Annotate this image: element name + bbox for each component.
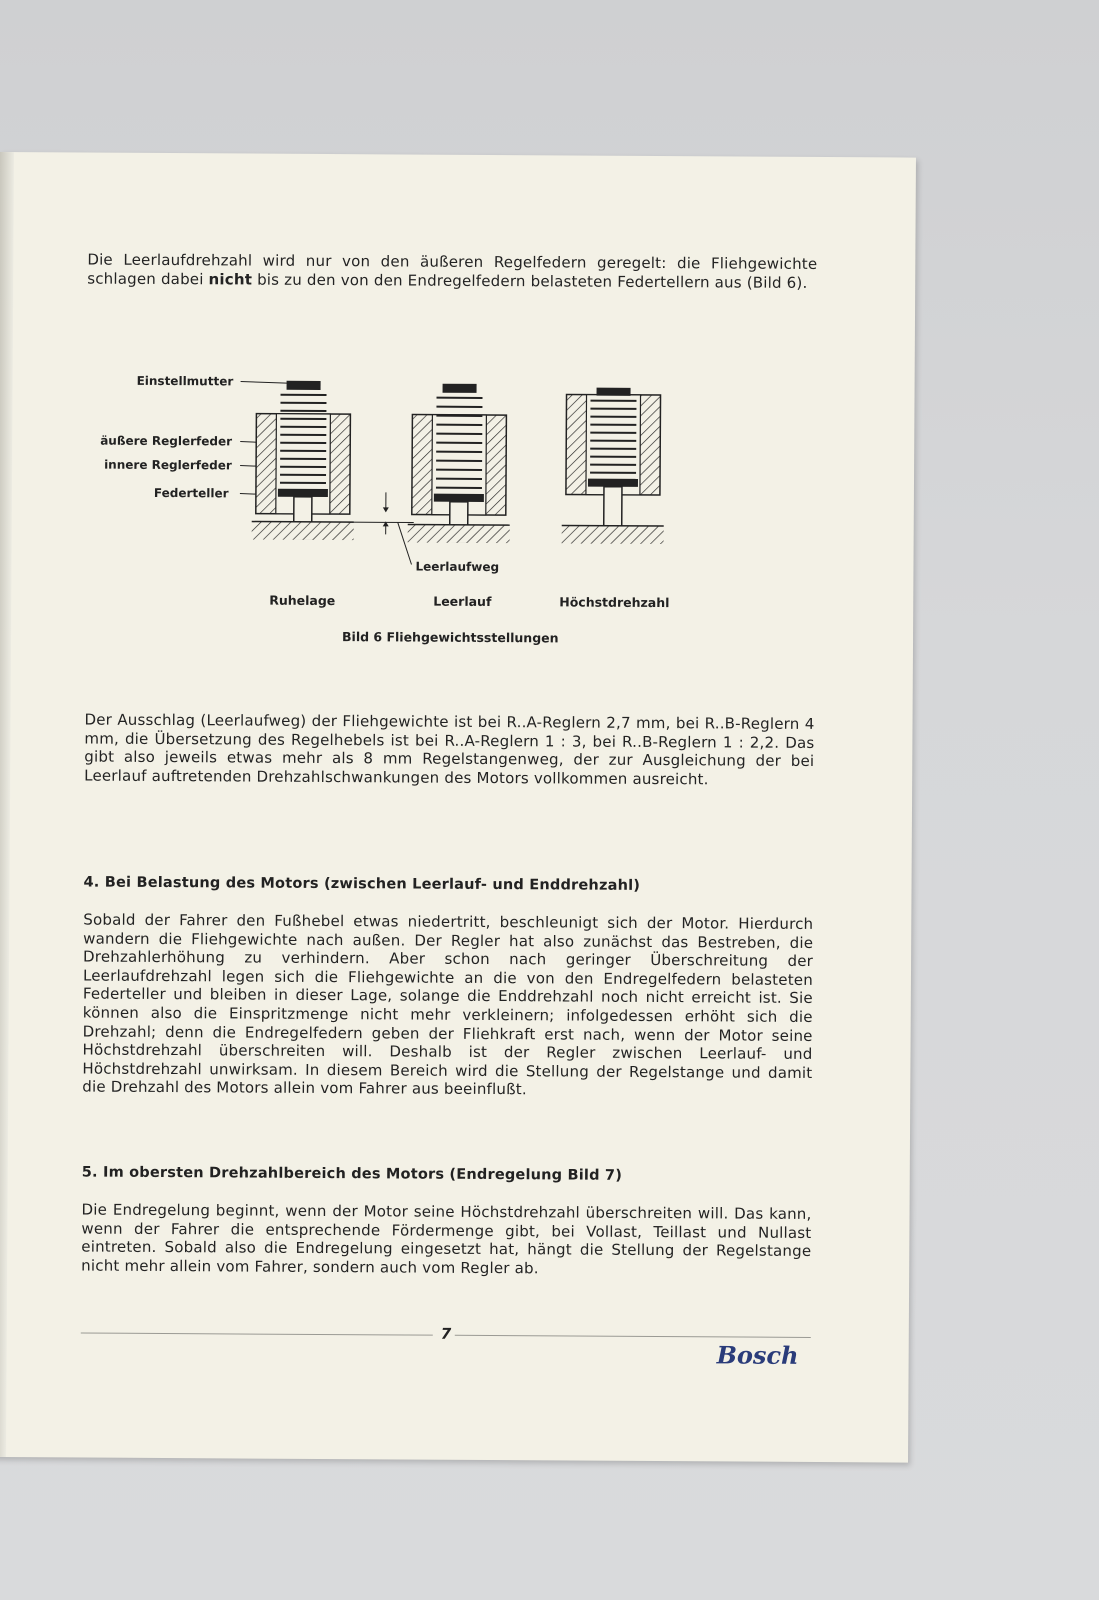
heading-section-4: 4. Bei Belastung des Motors (zwischen Leerlauf- und Enddrehzahl) xyxy=(83,874,641,894)
label-ruhelage: Ruhelage xyxy=(269,592,336,609)
governor-unit-leerlauf xyxy=(408,384,511,544)
label-aeussere-reglerfeder: äußere Reglerfeder xyxy=(100,433,233,449)
footer-rule-right xyxy=(455,1335,811,1338)
intro-paragraph xyxy=(87,251,817,293)
paragraph-endregelung: Die Endregelung beginnt, wenn der Motor seine Höchstdrehzahl überschreiten will. Das kann, wenn der Fahrer die entsprechende Fördermenge gibt, bei Vollast, Teillast und Nullast eintreten. Sobald also die Endregelung eingesetzt hat, hängt die Stellung der Regelstange nicht mehr allein vom Fahrer, sondern auch vom Regler ab. xyxy=(81,1200,812,1278)
intro-text-b: bis zu den von den Endregelfedern belasteten Federtellern aus (Bild 6). xyxy=(252,270,808,292)
label-leerlauf: Leerlauf xyxy=(433,593,492,610)
booklet-page xyxy=(0,152,916,1463)
intro-text-a: Die Leerlaufdrehzahl wird nur von den äußeren Regelfedern geregelt: die Fliehgewichte schlagen dabei xyxy=(87,250,818,288)
paragraph-ausschlag: Der Ausschlag (Leerlaufweg) der Fliehgewichte ist bei R..A-Reglern 2,7 mm, bei R..B-Reglern 4 mm, die Übersetzung des Regelhebels ist bei R..A-Reglern 1 : 3, bei R..B-Reglern 1 : 2,2. Das gibt also jeweils etwas mehr als 8 mm Regelstangenweg, der zur Ausgleichung der bei Leerlauf auftretenden Drehzahlschwankungen des Motors vollkommen ausreicht. xyxy=(84,710,815,789)
label-innere-reglerfeder: innere Reglerfeder xyxy=(104,457,232,473)
paragraph-belastung: Sobald der Fahrer den Fußhebel etwas niedertritt, beschleunigt sich der Motor. Hierdurch wandern die Fliehgewichte nach außen. Der Regler hat also zunächst das Bestreben, die Drehzahlerhöhung zu verhindern. Aber schon nach geringer Überschreitung der Leerlaufdrehzahl legen sich die Fliehgewichte an die von den Endregelfedern belasteten Federteller und bleiben in dieser Lage, solange die Enddrehzahl noch nicht erreicht ist. Sie können also die Einspritzmenge nicht mehr verkleinern; infolgedessen erhöht sich die Drehzahl; denn die Endregelfedern geben der Fliehkraft erst nach, wenn der Motor seine Höchstdrehzahl überschreiten will. Deshalb ist der Regler zwischen Leerlauf- und Höchstdrehzahl unwirksam. In diesem Bereich wird die Stellung der Regelstange und damit die Drehzahl des Motors allein vom Fahrer aus beeinflußt. xyxy=(82,910,814,1099)
intro-bold-word: nicht xyxy=(208,269,253,289)
governor-unit-hoechstdrehzahl xyxy=(562,387,665,544)
figure-caption: Bild 6 Fliehgewichtsstellungen xyxy=(342,629,559,646)
label-einstellmutter: Einstellmutter xyxy=(136,373,234,389)
page-spine xyxy=(0,152,14,1457)
bosch-logo: Bosch xyxy=(716,1340,799,1370)
page-number: 7 xyxy=(440,1324,452,1343)
footer-rule-left xyxy=(81,1333,433,1336)
figure-6-governor-positions xyxy=(0,357,915,663)
heading-section-5: 5. Im obersten Drehzahlbereich des Motors (Endregelung Bild 7) xyxy=(81,1164,623,1184)
label-federteller: Federteller xyxy=(153,485,229,501)
leerlaufweg-marker xyxy=(347,492,413,564)
label-leerlaufweg: Leerlaufweg xyxy=(415,559,500,575)
governor-unit-ruhelage xyxy=(252,381,355,541)
label-hoechstdrehzahl: Höchstdrehzahl xyxy=(559,594,670,611)
